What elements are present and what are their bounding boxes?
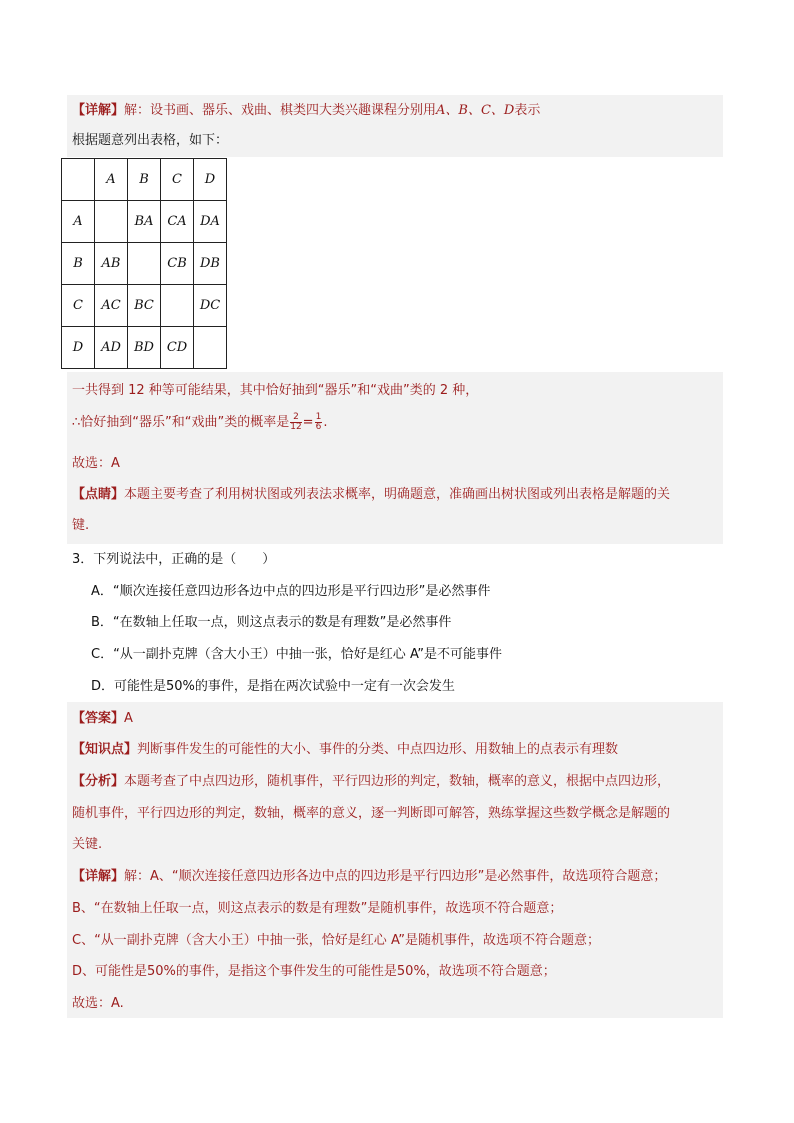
analysis-line-1: 【分析】本题考查了中点四边形，随机事件，平行四边形的判定，数轴，概率的意义，根据中点四边形，	[72, 774, 671, 789]
table-cell	[95, 201, 128, 243]
table-intro: 根据题意列出表格，如下：	[72, 133, 229, 148]
explain-tag: 【详解】	[72, 103, 125, 118]
table-cell: CA	[161, 201, 194, 243]
table-cell: AD	[95, 327, 128, 369]
table-cell	[128, 243, 161, 285]
knowledge-line: 【知识点】判断事件发生的可能性的大小、事件的分类、中点四边形、用数轴上的点表示有理数	[72, 742, 619, 757]
option-d: D．可能性是50%的事件，是指在两次试验中一定有一次会发生	[91, 679, 455, 694]
table-cell: D	[194, 159, 227, 201]
explain-line: 【详解】解：设书画、器乐、戏曲、棋类四大类兴趣课程分别用A、B、C、D表示	[72, 103, 541, 118]
comment-line-1: 【点睛】本题主要考查了利用树状图或列表法求概率，明确题意，准确画出树状图或列出表格是解题的关	[72, 487, 671, 502]
table-cell: D	[62, 327, 95, 369]
table-cell: A	[62, 201, 95, 243]
table-cell: C	[161, 159, 194, 201]
result-line: 一共得到 12 种等可能结果，其中恰好抽到“器乐”和“戏曲”类的 2 种，	[72, 383, 479, 398]
detail-line-1: 【详解】解：A、“顺次连接任意四边形各边中点的四边形是平行四边形”是必然事件，故选项符合题意；	[72, 869, 667, 884]
question-3-stem: 3．下列说法中，正确的是（ ）	[72, 552, 276, 567]
analysis-line-3: 关键.	[72, 837, 103, 852]
table-cell: B	[128, 159, 161, 201]
table-cell: BC	[128, 285, 161, 327]
analysis-line-2: 随机事件，平行四边形的判定，数轴，概率的意义，逐一判断即可解答，熟练掌握这些数学概念是解题的	[72, 806, 671, 821]
answer-line-1: 故选：A	[72, 456, 120, 471]
table-row	[62, 285, 227, 327]
table-cell: BD	[128, 327, 161, 369]
table-cell: AB	[95, 243, 128, 285]
table-row	[62, 201, 227, 243]
detail-line-2: B、“在数轴上任取一点，则这点表示的数是有理数”是随机事件，故选项不符合题意；	[72, 901, 563, 916]
table-cell: A	[95, 159, 128, 201]
table-cell: C	[62, 285, 95, 327]
option-c: C．“从一副扑克牌（含大小王）中抽一张，恰好是红心 A”是不可能事件	[91, 647, 502, 662]
combination-table	[61, 158, 227, 369]
fraction: $\frac{1}{6}$	[315, 412, 322, 432]
final-answer: 故选：A.	[72, 996, 124, 1011]
table-cell: BA	[128, 201, 161, 243]
answer-line: 【答案】A	[72, 711, 133, 726]
comment-tag: 【点睛】	[72, 487, 125, 502]
table-cell	[161, 285, 194, 327]
table-row	[62, 243, 227, 285]
probability-line: ∴恰好抽到“器乐”和“戏曲”类的概率是 $\frac{2}{12}$ = $\frac{1}{6}$ .	[72, 412, 328, 432]
table-cell: DC	[194, 285, 227, 327]
table-cell: AC	[95, 285, 128, 327]
table-header-row	[62, 159, 227, 201]
detail-line-4: D、可能性是50%的事件，是指这个事件发生的可能性是50%，故选项不符合题意；	[72, 964, 556, 979]
table-row	[62, 327, 227, 369]
table-cell	[194, 327, 227, 369]
comment-line-2: 键.	[72, 518, 90, 533]
table-cell: B	[62, 243, 95, 285]
table-cell	[62, 159, 95, 201]
option-a: A．“顺次连接任意四边形各边中点的四边形是平行四边形”是必然事件	[91, 584, 491, 599]
option-b: B．“在数轴上任取一点，则这点表示的数是有理数”是必然事件	[91, 615, 452, 630]
detail-line-3: C、“从一副扑克牌（含大小王）中抽一张，恰好是红心 A”是随机事件，故选项不符合题意；	[72, 933, 600, 948]
table-cell: CD	[161, 327, 194, 369]
fraction: $\frac{2}{12}$	[290, 412, 302, 432]
table-cell: CB	[161, 243, 194, 285]
table-cell: DB	[194, 243, 227, 285]
table-cell: DA	[194, 201, 227, 243]
